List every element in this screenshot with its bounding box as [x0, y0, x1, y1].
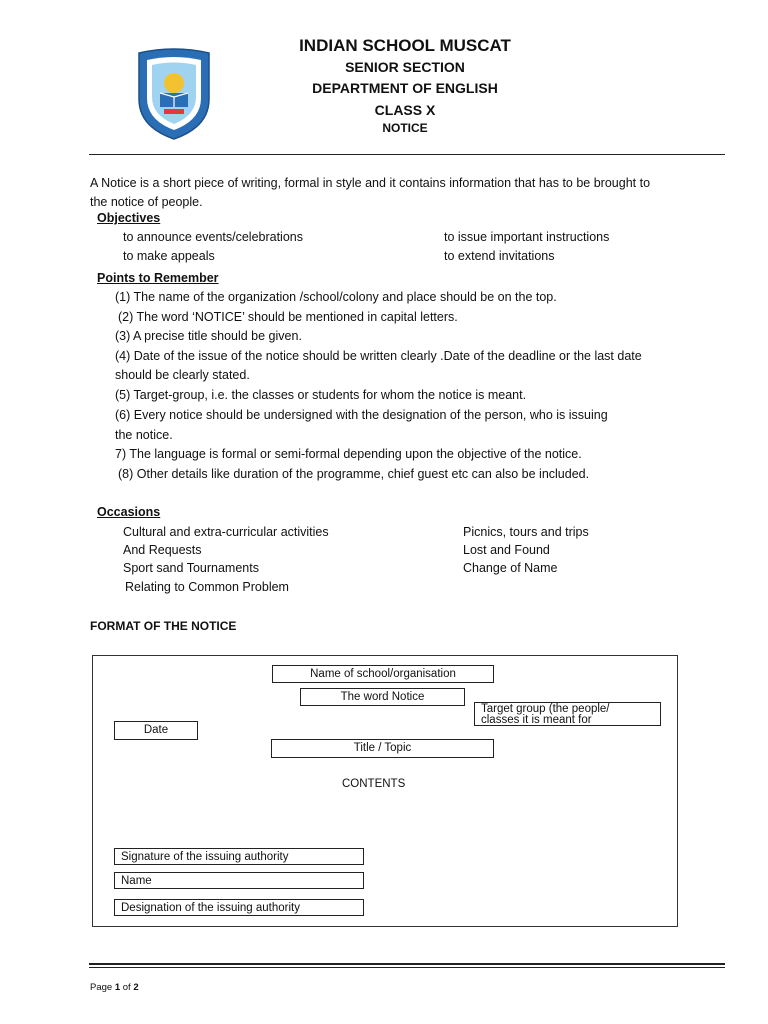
occasion-item: Picnics, tours and trips: [463, 525, 589, 539]
point-line: should be clearly stated.: [115, 368, 250, 382]
objectives-heading: Objectives: [97, 211, 161, 225]
occasion-item: Sport sand Tournaments: [123, 561, 259, 575]
date-box: Date: [114, 721, 198, 740]
objective-item: to extend invitations: [444, 249, 555, 263]
intro-line-2: the notice of people.: [90, 195, 203, 209]
name-box: Name: [114, 872, 364, 889]
page-number: 1: [114, 982, 121, 993]
occasion-item: Lost and Found: [463, 543, 550, 557]
point-line: (6) Every notice should be undersigned with the designation of the person, who is issuing: [115, 408, 608, 422]
footer-divider-top: [89, 963, 725, 965]
target-group-line-1: Target group (the people/: [481, 703, 610, 715]
class-name: CLASS X: [374, 102, 436, 118]
contents-label: CONTENTS: [342, 778, 406, 790]
target-group-line-2: classes it is meant for: [481, 714, 592, 726]
document-title: NOTICE: [382, 121, 428, 135]
intro-line-1: A Notice is a short piece of writing, formal in style and it contains information that has to be brought to: [90, 176, 651, 190]
page-indicator: [90, 982, 139, 993]
objective-item: to announce events/celebrations: [123, 230, 303, 244]
designation-box: Designation of the issuing authority: [114, 899, 364, 916]
point-line: the notice.: [115, 428, 173, 442]
point-line: 7) The language is formal or semi-formal depending upon the objective of the notice.: [115, 447, 582, 461]
point-line: (3) A precise title should be given.: [115, 329, 302, 343]
target-group-box: [474, 702, 661, 726]
signature-box: Signature of the issuing authority: [114, 848, 364, 865]
word-notice-box: The word Notice: [300, 688, 465, 706]
footer-divider-bottom: [89, 967, 725, 968]
point-line: (1) The name of the organization /school/colony and place should be on the top.: [115, 290, 557, 304]
occasion-item: Change of Name: [463, 561, 558, 575]
point-line: (4) Date of the issue of the notice should be written clearly .Date of the deadline or the last date: [115, 349, 642, 363]
occasions-heading: Occasions: [97, 505, 161, 519]
occasion-item: And Requests: [123, 543, 202, 557]
name-of-school-box: Name of school/organisation: [272, 665, 494, 683]
department-name: DEPARTMENT OF ENGLISH: [312, 80, 498, 96]
header-divider: [89, 154, 725, 155]
objective-item: to make appeals: [123, 249, 215, 263]
points-heading: Points to Remember: [97, 271, 219, 285]
title-topic-box: Title / Topic: [271, 739, 494, 758]
format-heading: FORMAT OF THE NOTICE: [90, 619, 237, 633]
point-line: (8) Other details like duration of the programme, chief guest etc can also be included.: [118, 467, 590, 481]
page-total: 2: [133, 982, 139, 993]
school-crest-icon: [133, 47, 215, 143]
occasion-item: Relating to Common Problem: [125, 580, 289, 594]
objective-item: to issue important instructions: [444, 230, 610, 244]
school-crest-icon-svg: [133, 47, 215, 143]
point-line: (2) The word ‘NOTICE’ should be mentioned in capital letters.: [118, 310, 458, 324]
section-name: SENIOR SECTION: [345, 59, 465, 75]
point-line: (5) Target-group, i.e. the classes or students for whom the notice is meant.: [115, 388, 527, 402]
of-word: of: [120, 982, 134, 993]
school-name: INDIAN SCHOOL MUSCAT: [299, 36, 511, 55]
occasion-item: Cultural and extra-curricular activities: [123, 525, 329, 539]
page-word: Page: [90, 982, 115, 993]
